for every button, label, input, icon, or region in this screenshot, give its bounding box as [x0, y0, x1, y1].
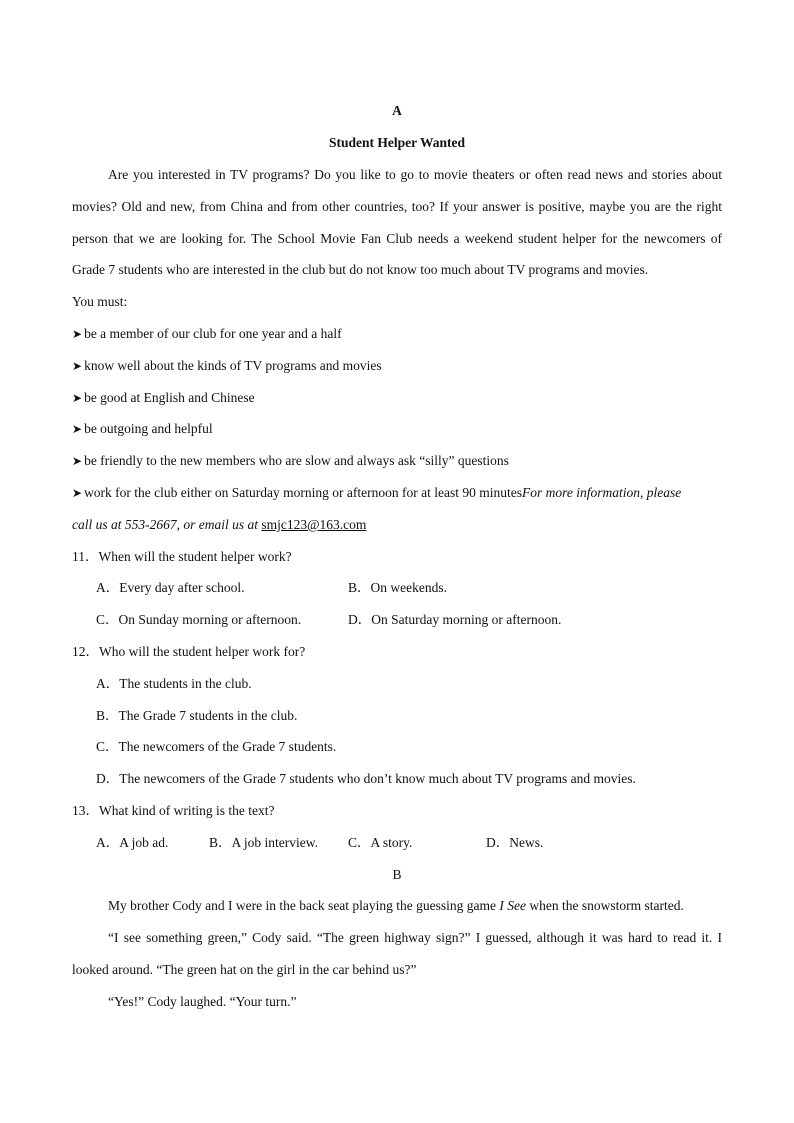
passage-line: movies? Old and new, from China and from other countries, too? If your answer is positive, maybe you are the right [72, 199, 722, 214]
contact-line [72, 516, 722, 534]
arrow-bullet-icon: ➤ [72, 391, 83, 405]
question-stem: 13．What kind of writing is the text? [72, 803, 275, 818]
story-text: My brother Cody and I were in the back seat playing the guessing game [108, 898, 500, 913]
answer-option: B．A job interview. [209, 835, 318, 850]
arrow-bullet-icon: ➤ [72, 454, 83, 468]
answer-option: D．On Saturday morning or afternoon. [348, 612, 562, 627]
requirement-item [72, 357, 722, 375]
answer-option: C．A story. [348, 835, 413, 850]
section-b-letter: B [392, 867, 402, 882]
requirement-item [72, 484, 722, 502]
passage-line: person that we are looking for. The School Movie Fan Club needs a weekend student helper for the newcomers of [72, 231, 722, 246]
answer-option: A．Every day after school. [96, 580, 245, 595]
answer-option: A．The students in the club. [96, 676, 252, 691]
requirement-text: be a member of our club for one year and a half [84, 326, 342, 341]
answer-option: B．The Grade 7 students in the club. [96, 708, 298, 723]
requirement-item [72, 420, 722, 438]
requirement-item [72, 325, 722, 343]
requirements-label: You must: [72, 294, 128, 309]
question-stem: 11．When will the student helper work? [72, 549, 292, 564]
question-stem: 12．Who will the student helper work for? [72, 644, 306, 659]
arrow-bullet-icon: ➤ [72, 359, 83, 373]
story-line: looked around. “The green hat on the girl in the car behind us?” [72, 962, 417, 977]
contact-info-part1: For more information, please [521, 485, 682, 500]
answer-option: D．News. [486, 835, 544, 850]
game-title: I See [499, 898, 527, 913]
arrow-bullet-icon: ➤ [72, 327, 83, 341]
email-link[interactable]: smjc123@163.com [261, 517, 367, 532]
story-line: “Yes!” Cody laughed. “Your turn.” [108, 994, 297, 1009]
requirement-text: be outgoing and helpful [84, 421, 213, 436]
requirement-text: know well about the kinds of TV programs and movies [84, 358, 382, 373]
requirement-text: work for the club either on Saturday morning or afternoon for at least 90 minutes [84, 485, 522, 500]
answer-option: A．A job ad. [96, 835, 169, 850]
requirement-item [72, 389, 722, 407]
answer-option: D．The newcomers of the Grade 7 students who don’t know much about TV programs and movies. [96, 771, 636, 786]
section-a-letter: A [392, 103, 402, 118]
arrow-bullet-icon: ➤ [72, 422, 83, 436]
arrow-bullet-icon: ➤ [72, 486, 83, 500]
passage-line: Grade 7 students who are interested in the club but do not know too much about TV programs and movies. [72, 262, 649, 277]
passage-line: Are you interested in TV programs? Do you like to go to movie theaters or often read news and stories about [108, 167, 722, 182]
story-paragraph [108, 897, 722, 915]
answer-option: C．The newcomers of the Grade 7 students. [96, 739, 337, 754]
requirement-text: be good at English and Chinese [84, 390, 255, 405]
contact-info-part2: call us at 553-2667, or email us at [72, 517, 262, 532]
passage-title: Student Helper Wanted [328, 135, 466, 150]
requirement-text: be friendly to the new members who are slow and always ask “silly” questions [84, 453, 509, 468]
requirement-item [72, 452, 722, 470]
story-line: “I see something green,” Cody said. “The green highway sign?” I guessed, although it was hard to read it. I [108, 930, 722, 945]
answer-option: B．On weekends. [348, 580, 447, 595]
answer-option: C．On Sunday morning or afternoon. [96, 612, 302, 627]
story-text: when the snowstorm started. [526, 898, 684, 913]
